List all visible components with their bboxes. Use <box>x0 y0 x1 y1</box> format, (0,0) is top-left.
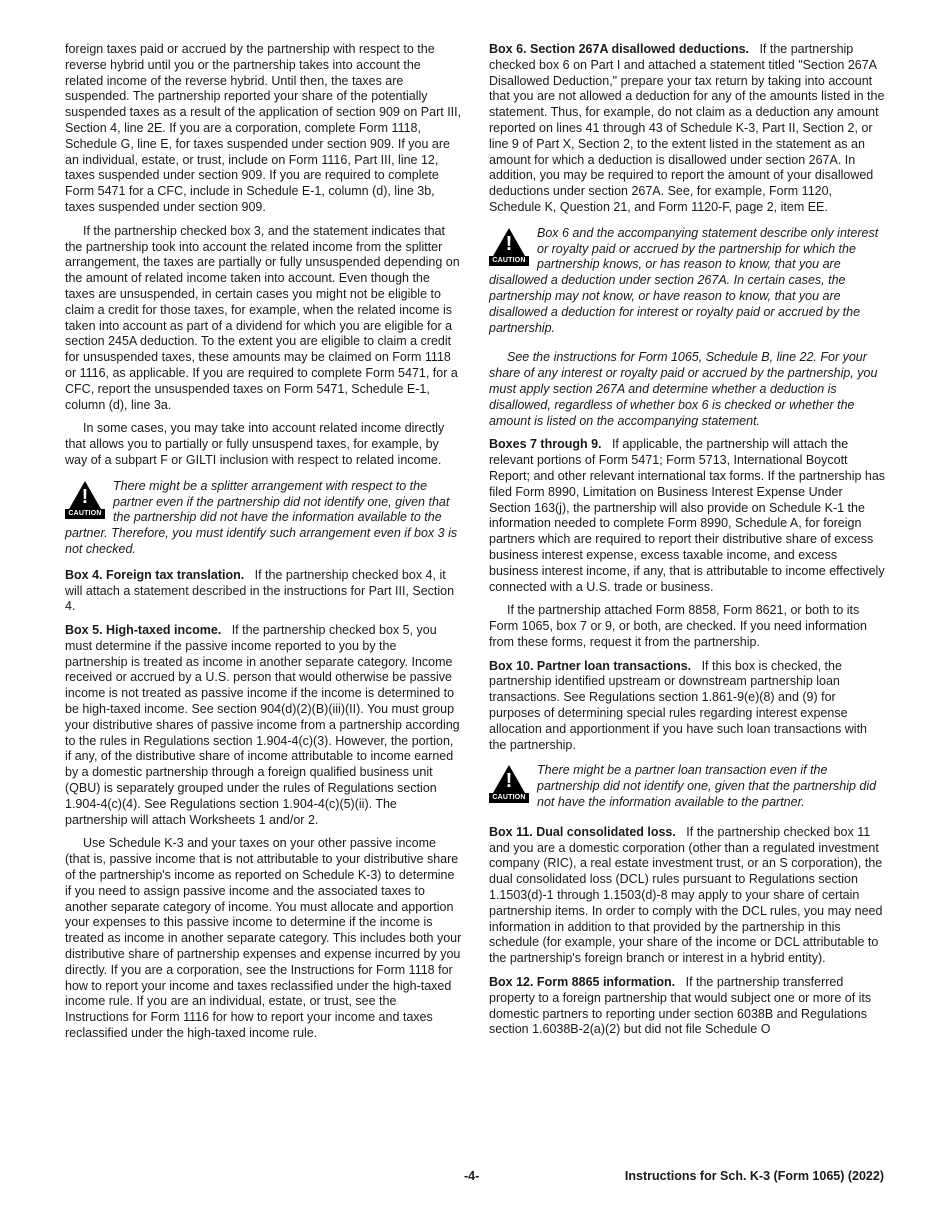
paragraph-reverse-hybrid: foreign taxes paid or accrued by the partnership with respect to the reverse hybrid until you or the partnership takes into account the related income of the reverse hybrid. Until then, the taxes are suspended. The partnership reported your share of the potentially suspended taxes as a result of the application of section 909 on Part III, Section 4, line 2E. If you are a corporation, complete Form 1118, Schedule G, line E, for taxes suspended under section 909. If you are an individual, estate, or trust, include on Form 1116, Part III, line 12, taxes suspended under section 909. If you are required to complete Form 5471 for a CFC, include in Schedule E-1, column (d), line 3b, taxes suspended under section 909. <box>65 42 462 214</box>
box10-text: If this box is checked, the partnership identified upstream or downstream partnership loan transactions. See Regulations section 1.861-9(e)(8) and (9) for purposes of determining special rules regarding interest expense allocation and apportionment if you have such loan transactions with the partnership. <box>489 658 868 752</box>
left-column <box>65 42 462 1050</box>
paragraph-see-instructions: See the instructions for Form 1065, Schedule B, line 22. For your share of any interest or royalty paid or accrued by the partnership, you must apply section 267A and determine whether a deduction is disallowed, regardless of whether box 6 is checked or whether the amount is listed on the accompanying statement. <box>489 350 878 428</box>
caution-icon: ! CAUTION <box>489 228 529 266</box>
paragraph-form-8858: If the partnership attached Form 8858, Form 8621, or both to its Form 1065, box 7 or 9, or both, are checked. If you need information from these forms, request it from the partnership. <box>489 603 867 649</box>
box6-heading: Box 6. Section 267A disallowed deductions. <box>489 42 750 56</box>
box4-heading: Box 4. Foreign tax translation. <box>65 567 245 582</box>
box4-text: If the partnership checked box 4, it will attach a statement described in the instructions for Part III, Section 4. <box>65 567 455 614</box>
box10-heading: Box 10. Partner loan transactions. <box>489 658 692 673</box>
right-column <box>489 42 886 1046</box>
box12-heading: Box 12. Form 8865 information. <box>489 975 676 990</box>
paragraph-box3-checked: If the partnership checked box 3, and the statement indicates that the partnership took into account the related income from the splitter arrangement, the taxes are partially or fully unsuspended depending on the amount of related income taken into account. Even though the taxes are unsuspended, in certain cases you might not be eligible to claim a credit for those taxes, for example, when the related income is taken into account as part of a dividend for which you are eligible for a section 245A deduction. To the extent you are eligible to claim a credit for unsuspended taxes, these amounts may be claimed on Form 1118 or 1116, as applicable. If you are required to complete Form 5471, for a CFC, report the unsuspended taxes on Form 5471, Schedule E-1, column (d), line 3a. <box>65 223 460 412</box>
caution-text: There might be a splitter arrangement with respect to the partner even if the partnership did not identify one, given that the partnership did not have the information available to the partner. Therefore, you must identify such arrangement even if box 3 is not checked. <box>65 478 458 556</box>
box11-text: If the partnership checked box 11 and you are a domestic corporation (other than a regulated investment company (RIC), a real estate investment trust, or an S corporation), the dual consolidated loss (DCL) rules pursuant to Regulations section 1.1503(d)-1 through 1.1503(d)-8 may apply to your share of certain partnership items. In order to comply with the DCL rules, you may need information in addition to that provided by the partnership in this schedule (for example, your share of the income or DCL attributable to the partnership's foreign branch or interest in a hybrid entity). <box>489 824 883 966</box>
box10-section <box>489 659 886 754</box>
boxes7-9-text: If applicable, the partnership will attach the relevant portions of Form 5471; Form 5713, International Boycott Report; and other relevant international tax forms. If the partnership has filed Form 8990, Limitation on Business Interest Expense Under Section 163(j), the partnership will also provide on Schedule K-1 the information needed to complete Form 8990, Schedule A, for foreign partners which are required to report their distributive share of excess business interest expense, excess taxable income, and excess business interest income, if any, that is attributable to income effectively connected with a U.S. trade or business. <box>489 437 886 594</box>
box5-section <box>65 623 462 828</box>
caution-text: Box 6 and the accompanying statement describe only interest or royalty paid or accrued by the partnership for which the partnership knows, or has reason to know, that you are disallowed a deduction under section 267A. In certain cases, the partnership may not know, or have reason to know, that you are disallowed a deduction for interest or royalty paid or accrued by the partnership. <box>489 225 879 335</box>
box11-heading: Box 11. Dual consolidated loss. <box>489 824 676 839</box>
box6-section <box>489 42 886 216</box>
boxes7-9-heading: Boxes 7 through 9. <box>489 437 602 452</box>
box6-text: If the partnership checked box 6 on Part I and attached a statement titled "Section 267A Disallowed Deduction," prepare your tax return by taking into account that you are not allowed a deduction for any of the amounts listed in the statement. Thus, for example, do not claim as a deduction any amount reported on lines 41 through 43 of Schedule K-3, Part II, Section 2, or line 9 of Part X, Section 2, to the extent listed in the statement as an amount for which a deduction is disallowed under section 267A. In addition, you may be required to report the amount of your disallowed deductions under section 267A. See, for example, Form 1120, Schedule K, Question 21, and Form 1120-F, page 2, item EE. <box>489 42 885 214</box>
caution-splitter-arrangement <box>65 479 462 558</box>
caution-text: There might be a partner loan transaction even if the partnership did not identify one, given that the partnership did not have the information available to the partner. <box>537 763 877 810</box>
box5-text: If the partnership checked box 5, you must determine if the passive income reported to you by the partnership is treated as income in another separate category. Income received or accrued by a U.S. person that would otherwise be passive income is not treated as passive income if the income is determined to be high-taxed income. See section 904(d)(2)(B)(iii)(II). You must group your distributive shares of passive income from a partnership according to the rules in Regulations section 1.904-4(c)(3). However, the portion, if any, of the distributive share of income attributable to income earned by a domestic partnership through a foreign qualified business unit (QBU) is separately grouped under the rules of Regulations section 1.904-4(c)(4). See Regulations section 1.904-4(c)(5)(ii). The partnership will attach Worksheets 1 and/or 2. <box>65 623 460 827</box>
caution-icon: ! CAUTION <box>489 765 529 803</box>
caution-box6 <box>489 226 886 337</box>
footer-title: Instructions for Sch. K-3 (Form 1065) (2022) <box>624 1169 884 1183</box>
caution-partner-loan <box>489 763 886 810</box>
paragraph-schedule-k3: Use Schedule K-3 and your taxes on your other passive income (that is, passive income that is not attributable to your distributive share of the partnership's income as reported on Schedule K-3) to determine if you need to assign passive income and the associated taxes to another separate category of income. You must allocate and apportion your expenses to this passive income to determine if the income is treated as income in another separate category. This includes both your distributive share of partnership expenses and expense incurred by you directly. If you are a corporation, see the Instructions for Form 1118 for how to report your income and taxes reclassified under the high-taxed income rule. If you are an individual, estate, or trust, see the Instructions for Form 1116 for how to report your income and taxes reclassified under the high-taxed income rule. <box>65 836 462 1041</box>
box4-section <box>65 568 462 615</box>
box5-heading: Box 5. High-taxed income. <box>65 623 222 638</box>
caution-icon: ! CAUTION <box>65 481 105 519</box>
box12-text: If the partnership transferred property to a foreign partnership that would subject one or more of its domestic partners to reporting under section 6038B and Regulations section 1.6038B-2(a)(2) but did not file Schedule O <box>489 975 872 1037</box>
boxes7-9-section <box>489 437 886 595</box>
box11-section <box>489 825 886 967</box>
box12-section <box>489 975 886 1038</box>
paragraph-related-income: In some cases, you may take into account related income directly that allows you to partially or fully unsuspend taxes, for example, by way of a subpart F or GILTI inclusion with respect to related income. <box>65 421 445 467</box>
page-number: -4- <box>464 1169 480 1183</box>
